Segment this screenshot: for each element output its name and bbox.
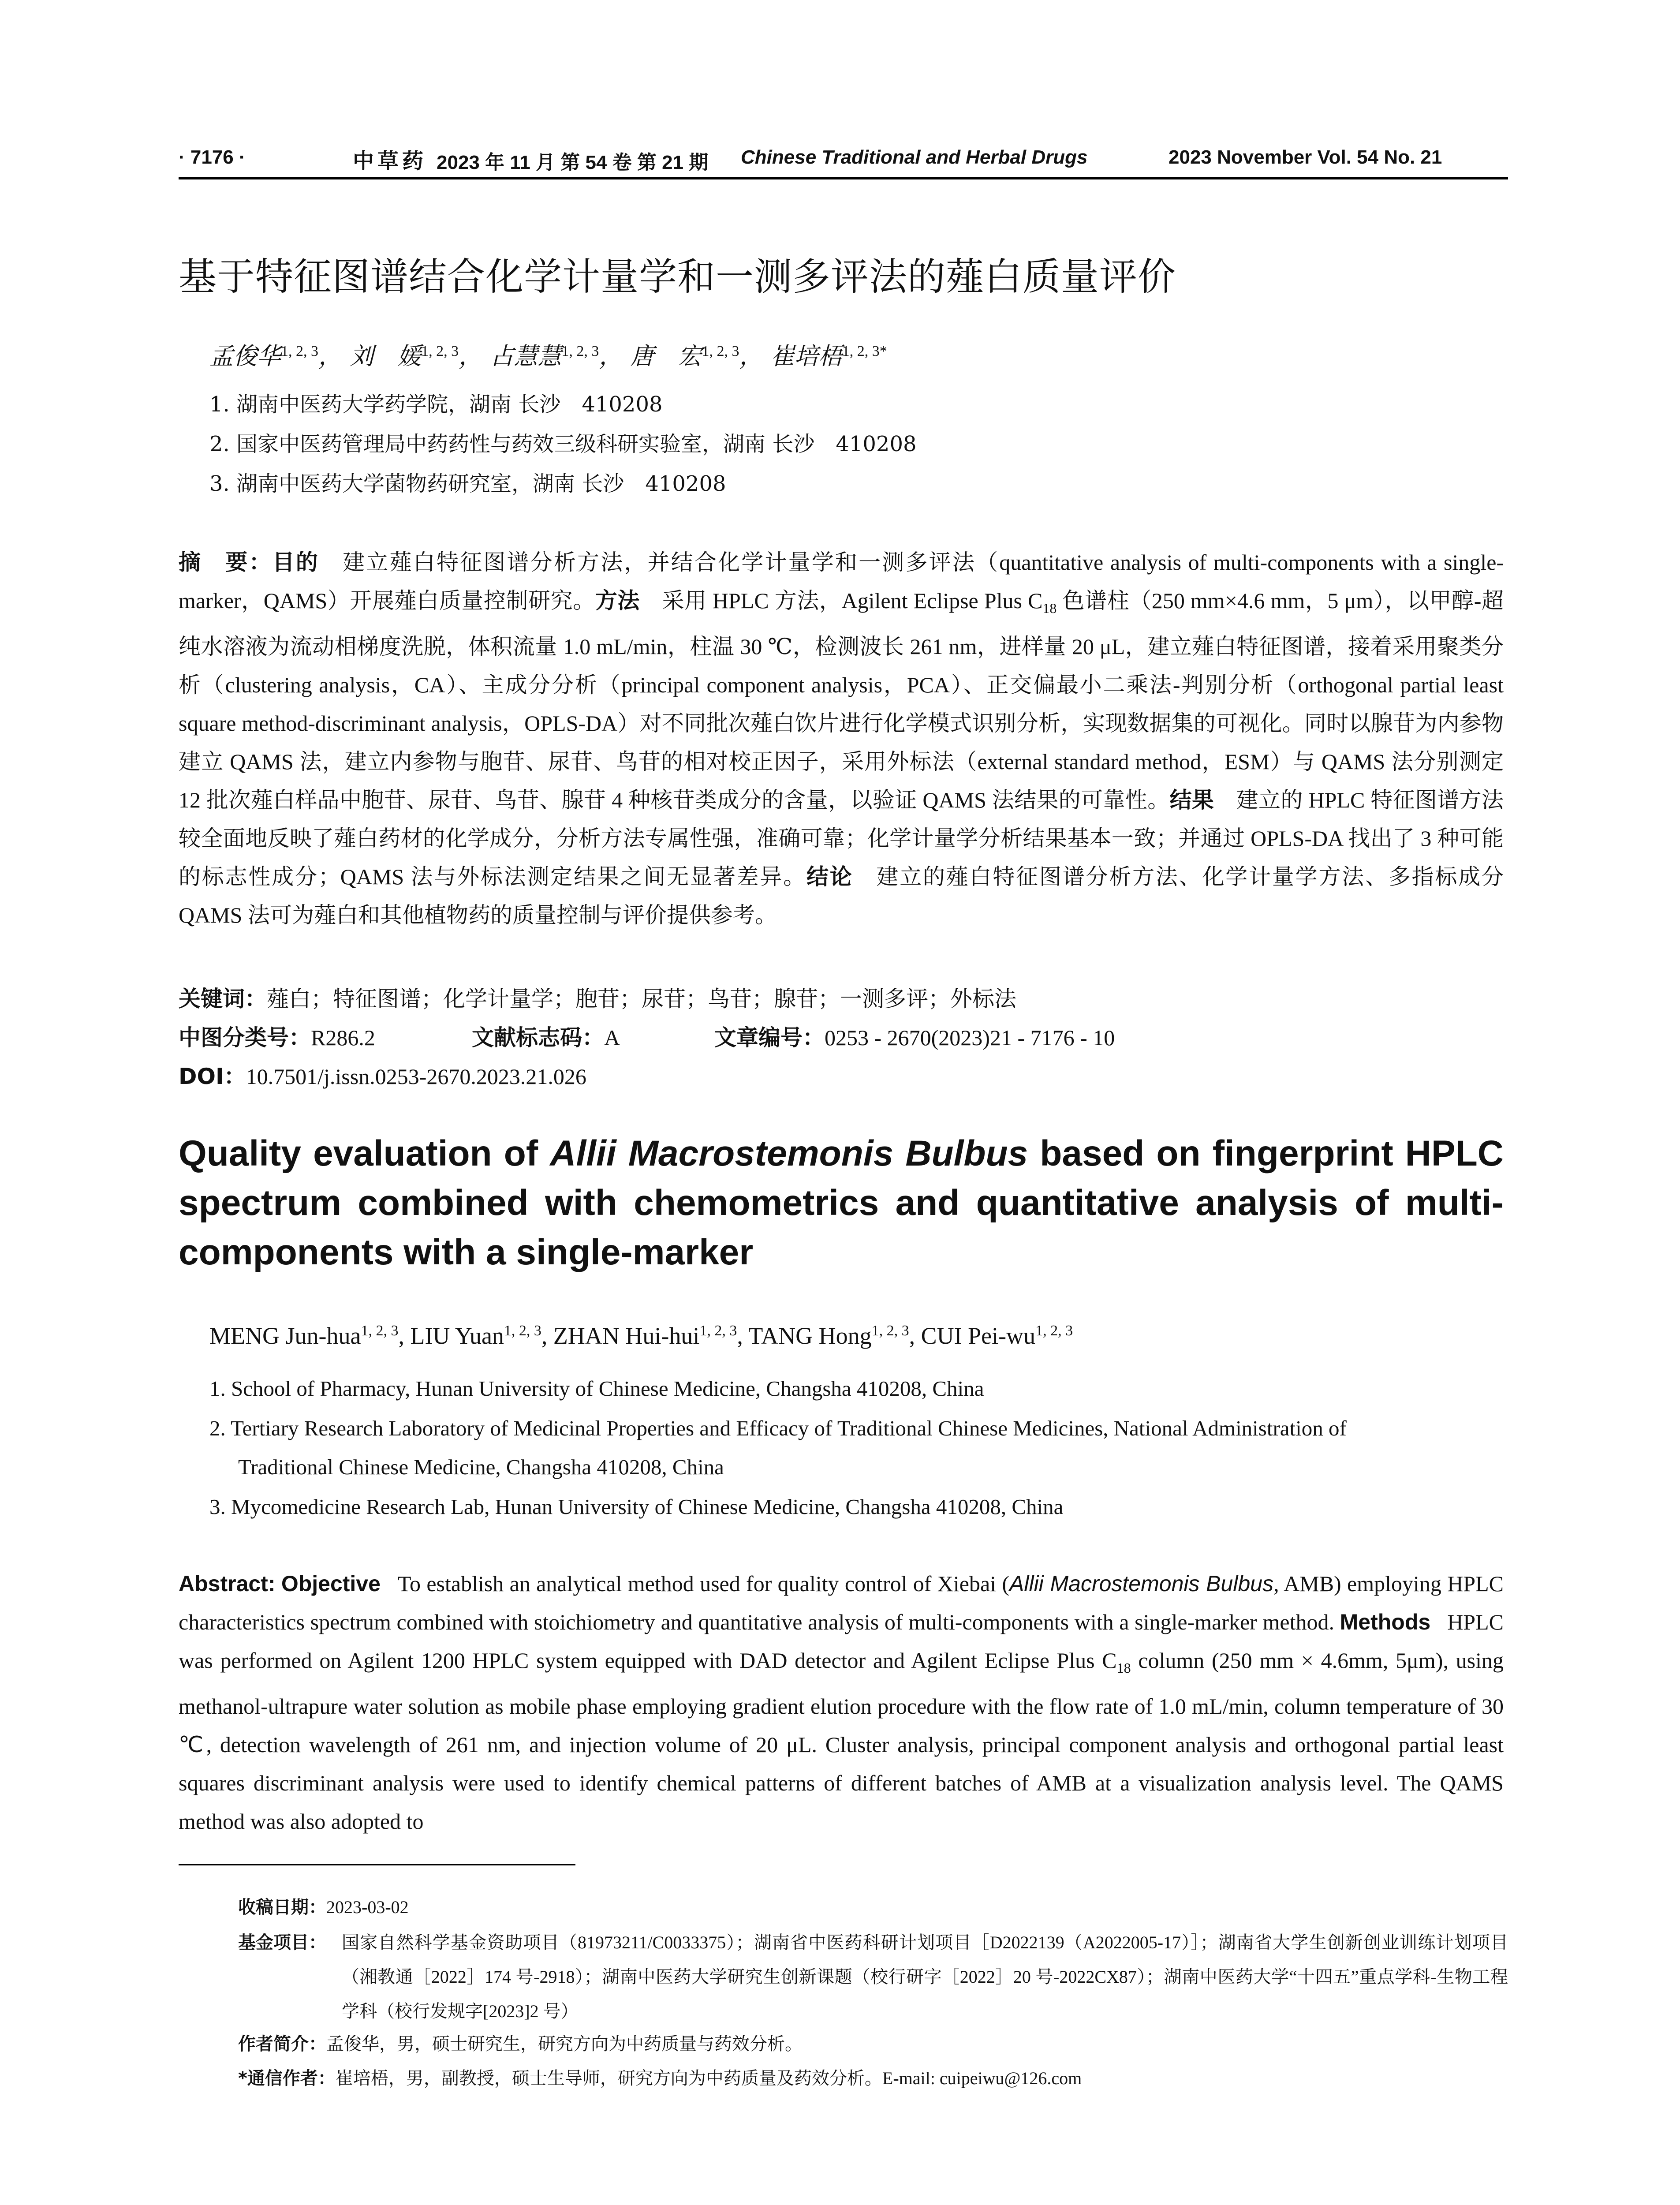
corresponding-text: 崔培梧，男，副教授，硕士生导师，研究方向为中药质量及药效分析。E-mail: cuipeiwu@126.com — [335, 2068, 1082, 2088]
author-affiliation-mark: 1, 2, 3 — [281, 343, 318, 359]
title-en-part-b: based on fingerprint HPLC spectrum combined with chemometrics and quantitative analysis of multi-components with a single-marker — [179, 1133, 1504, 1272]
author-bio — [238, 2028, 803, 2060]
author-name: LIU Yuan — [410, 1323, 504, 1349]
corresponding-author — [238, 2062, 1082, 2095]
corresponding-label: *通信作者： — [238, 2068, 336, 2089]
doc-code-value: A — [604, 1025, 620, 1050]
methods-text-b: 色谱柱（250 mm×4.6 mm，5 μm），以甲醇-超纯水溶液为流动相梯度洗脱，体积流量 1.0 mL/min，柱温 30 ℃，检测波长 261 nm，进样量 20 μL，建立薤白特征图谱，接着采用聚类分析（clustering analysis，CA）、主成分分析（principal component analysis，PCA）、正交偏最小二乘法-判别分析（orthogonal partial least square method-discriminant analysis，OPLS-DA）对不同批次薤白饮片进行化学模式识别分析，实现数据集的可视化。同时以腺苷为内参物建立 QAMS 法，建立内参物与胞苷、尿苷、鸟苷的相对校正因子，采用外标法（external standard method，ESM）与 QAMS 法分别测定 12 批次薤白样品中胞苷、尿苷、鸟苷、腺苷 4 种核苷类成分的含量，以验证 QAMS 法结果的可靠性。 — [179, 588, 1504, 812]
received-date — [238, 1891, 409, 1924]
page-number: · 7176 · — [179, 146, 246, 168]
methods-subscript: 18 — [1042, 600, 1057, 616]
objective-text-en-b: , AMB) employing HPLC characteristics spectrum combined with stoichiometry and quantitative analysis of multi-components with a single-marker method. — [179, 1571, 1504, 1634]
doc-code-line — [472, 1020, 620, 1052]
abstract-label: 摘 要： — [179, 549, 273, 575]
doi-label: DOI： — [179, 1064, 246, 1089]
author-affiliation-mark: 1, 2, 3 — [1035, 1323, 1073, 1339]
affiliation-cn-3: 3. 湖南中医药大学菌物药研究室，湖南 长沙 410208 — [209, 471, 726, 496]
clc-value: R286.2 — [311, 1025, 375, 1050]
keywords-text: 薤白；特征图谱；化学计量学；胞苷；尿苷；鸟苷；腺苷；一测多评；外标法 — [267, 987, 1016, 1011]
results-label: 结果 — [1169, 787, 1214, 813]
results-text: 建立的 HPLC 特征图谱方法较全面地反映了薤白药材的化学成分，分析方法专属性强，准确可靠；化学计量学分析结果基本一致；并通过 OPLS-DA 找出了 3 种可能的标志性成分；QAMS 法与外标法测定结果之间无显著差异。 — [179, 788, 1504, 889]
article-number-value: 0253 - 2670(2023)21 - 7176 - 10 — [825, 1025, 1115, 1050]
author-separator: , — [737, 1323, 749, 1349]
funding-note — [238, 1925, 1508, 2029]
author-separator: ， — [459, 342, 483, 370]
methods-text-a: 采用 HPLC 方法，Agilent Eclipse Plus C — [662, 588, 1043, 613]
author-name: 孟俊华 — [209, 342, 281, 370]
author-affiliation-mark: 1, 2, 3 — [421, 343, 459, 359]
title-en-species: Allii Macrostemonis Bulbus — [550, 1133, 1028, 1174]
abstract-en — [179, 1565, 1504, 1841]
affiliation-en-1: 1. School of Pharmacy, Hunan University of Chinese Medicine, Changsha 410208, China — [209, 1376, 984, 1401]
affiliation-cn-1: 1. 湖南中医药大学药学院，湖南 长沙 410208 — [209, 392, 663, 417]
issue-info-en: 2023 November Vol. 54 No. 21 — [1169, 146, 1442, 168]
doi-line — [179, 1059, 586, 1091]
running-header — [179, 142, 1508, 179]
article-number-line — [714, 1020, 1115, 1052]
author-affiliation-mark: 1, 2, 3 — [702, 343, 739, 359]
methods-label-en: Methods — [1340, 1610, 1431, 1634]
author-bio-label: 作者简介： — [238, 2034, 326, 2054]
funding-text: 国家自然科学基金资助项目（81973211/C0033375）；湖南省中医药科研计划项目［D2022139（A2022005-17）］；湖南省大学生创新创业训练计划项目（湘教通［2022］174 号-2918）；湖南中医药大学研究生创新课题（校行研字［2022］20 号-2022CX87）；湖南中医药大学“十四五”重点学科-生物工程学科（校行发规字[2023]2 号） — [342, 1932, 1508, 2021]
author-name: 占慧慧 — [490, 342, 562, 370]
author-name: ZHAN Hui-hui — [553, 1323, 700, 1349]
objective-text-en-a: To establish an analytical method used for quality control of Xiebai ( — [397, 1571, 1009, 1596]
article-title-en — [179, 1129, 1504, 1277]
author-list-cn — [209, 337, 887, 371]
author-affiliation-mark: 1, 2, 3 — [361, 1323, 399, 1339]
footnote-divider — [179, 1864, 575, 1865]
doi-value: 10.7501/j.issn.0253-2670.2023.21.026 — [246, 1064, 586, 1089]
methods-subscript-en: 18 — [1116, 1660, 1131, 1676]
methods-text-en-a: HPLC was performed on Agilent 1200 HPLC system equipped with DAD detector and Agilent Eclipse Plus C — [179, 1610, 1504, 1673]
received-label: 收稿日期： — [238, 1897, 326, 1917]
received-value: 2023-03-02 — [326, 1897, 409, 1917]
journal-name-cn: 中草药 — [353, 149, 427, 173]
methods-label: 方法 — [595, 588, 640, 613]
author-name: 崔培梧 — [770, 342, 842, 370]
title-en-part-a: Quality evaluation of — [179, 1133, 550, 1174]
classification-line — [179, 1020, 375, 1052]
abstract-label-en: Abstract: — [179, 1571, 276, 1596]
affiliation-en-3: 3. Mycomedicine Research Lab, Hunan University of Chinese Medicine, Changsha 410208, China — [209, 1495, 1064, 1519]
funding-label: 基金项目： — [238, 1932, 326, 1953]
author-list-en — [209, 1322, 1073, 1349]
clc-label: 中图分类号： — [179, 1025, 311, 1050]
author-name: TANG Hong — [748, 1323, 872, 1349]
author-affiliation-mark: 1, 2, 3 — [699, 1323, 737, 1339]
affiliation-en-2-cont: Traditional Chinese Medicine, Changsha 410208, China — [238, 1455, 724, 1479]
author-name: 刘 媛 — [350, 342, 422, 370]
author-name: MENG Jun-hua — [209, 1323, 361, 1349]
author-affiliation-mark: 1, 2, 3* — [842, 343, 887, 359]
author-separator: , — [541, 1323, 553, 1349]
article-title-cn: 基于特征图谱结合化学计量学和一测多评法的薤白质量评价 — [179, 255, 1176, 299]
author-separator: , — [398, 1323, 411, 1349]
affiliation-cn-2: 2. 国家中医药管理局中药药性与药效三级科研实验室，湖南 长沙 410208 — [209, 432, 917, 456]
methods-text-en-b: column (250 mm × 4.6mm, 5μm), using methanol-ultrapure water solution as mobile phase employing gradient elution procedure with the flow rate of 1.0 mL/min, column temperature of 30 ℃, detection wavelength of 261 nm, and injection volume of 20 μL. Cluster analysis, principal component analysis and orthogonal partial least squares discriminant analysis were used to identify chemical patterns of different batches of AMB at a visualization analysis level. The QAMS method was also adopted to — [179, 1648, 1504, 1834]
issue-info-cn: 2023 年 11 月 第 54 卷 第 21 期 — [437, 152, 709, 173]
author-affiliation-mark: 1, 2, 3 — [561, 343, 599, 359]
author-separator: ， — [599, 342, 623, 370]
author-separator: ， — [318, 342, 342, 370]
author-name: 唐 宏 — [630, 342, 702, 370]
keywords-cn — [179, 981, 1016, 1013]
affiliation-en-2: 2. Tertiary Research Laboratory of Medicinal Properties and Efficacy of Traditional Chinese Medicines, National Administration of — [209, 1416, 1347, 1440]
author-bio-text: 孟俊华，男，硕士研究生，研究方向为中药质量与药效分析。 — [326, 2034, 803, 2054]
doc-code-label: 文献标志码： — [472, 1025, 604, 1050]
objective-label: 目的 — [272, 549, 320, 575]
author-separator: ， — [739, 342, 763, 370]
objective-text: 建立薤白特征图谱分析方法，并结合化学计量学和一测多评法（quantitative analysis of multi-components with a single-marker，QAMS）开展薤白质量控制研究。 — [179, 550, 1504, 613]
author-name: CUI Pei-wu — [921, 1323, 1036, 1349]
keywords-label: 关键词： — [179, 986, 267, 1012]
journal-name-en: Chinese Traditional and Herbal Drugs — [741, 146, 1088, 168]
abstract-cn — [179, 543, 1504, 934]
conclusion-text: 建立的薤白特征图谱分析方法、化学计量学方法、多指标成分 QAMS 法可为薤白和其他植物药的质量控制与评价提供参考。 — [179, 864, 1504, 927]
objective-species-en: Allii Macrostemonis Bulbus — [1009, 1571, 1274, 1596]
article-number-label: 文章编号： — [714, 1025, 825, 1050]
author-separator: , — [909, 1323, 921, 1349]
author-affiliation-mark: 1, 2, 3 — [504, 1323, 541, 1339]
conclusion-label: 结论 — [806, 864, 853, 889]
author-affiliation-mark: 1, 2, 3 — [871, 1323, 909, 1339]
objective-label-en: Objective — [281, 1571, 381, 1596]
